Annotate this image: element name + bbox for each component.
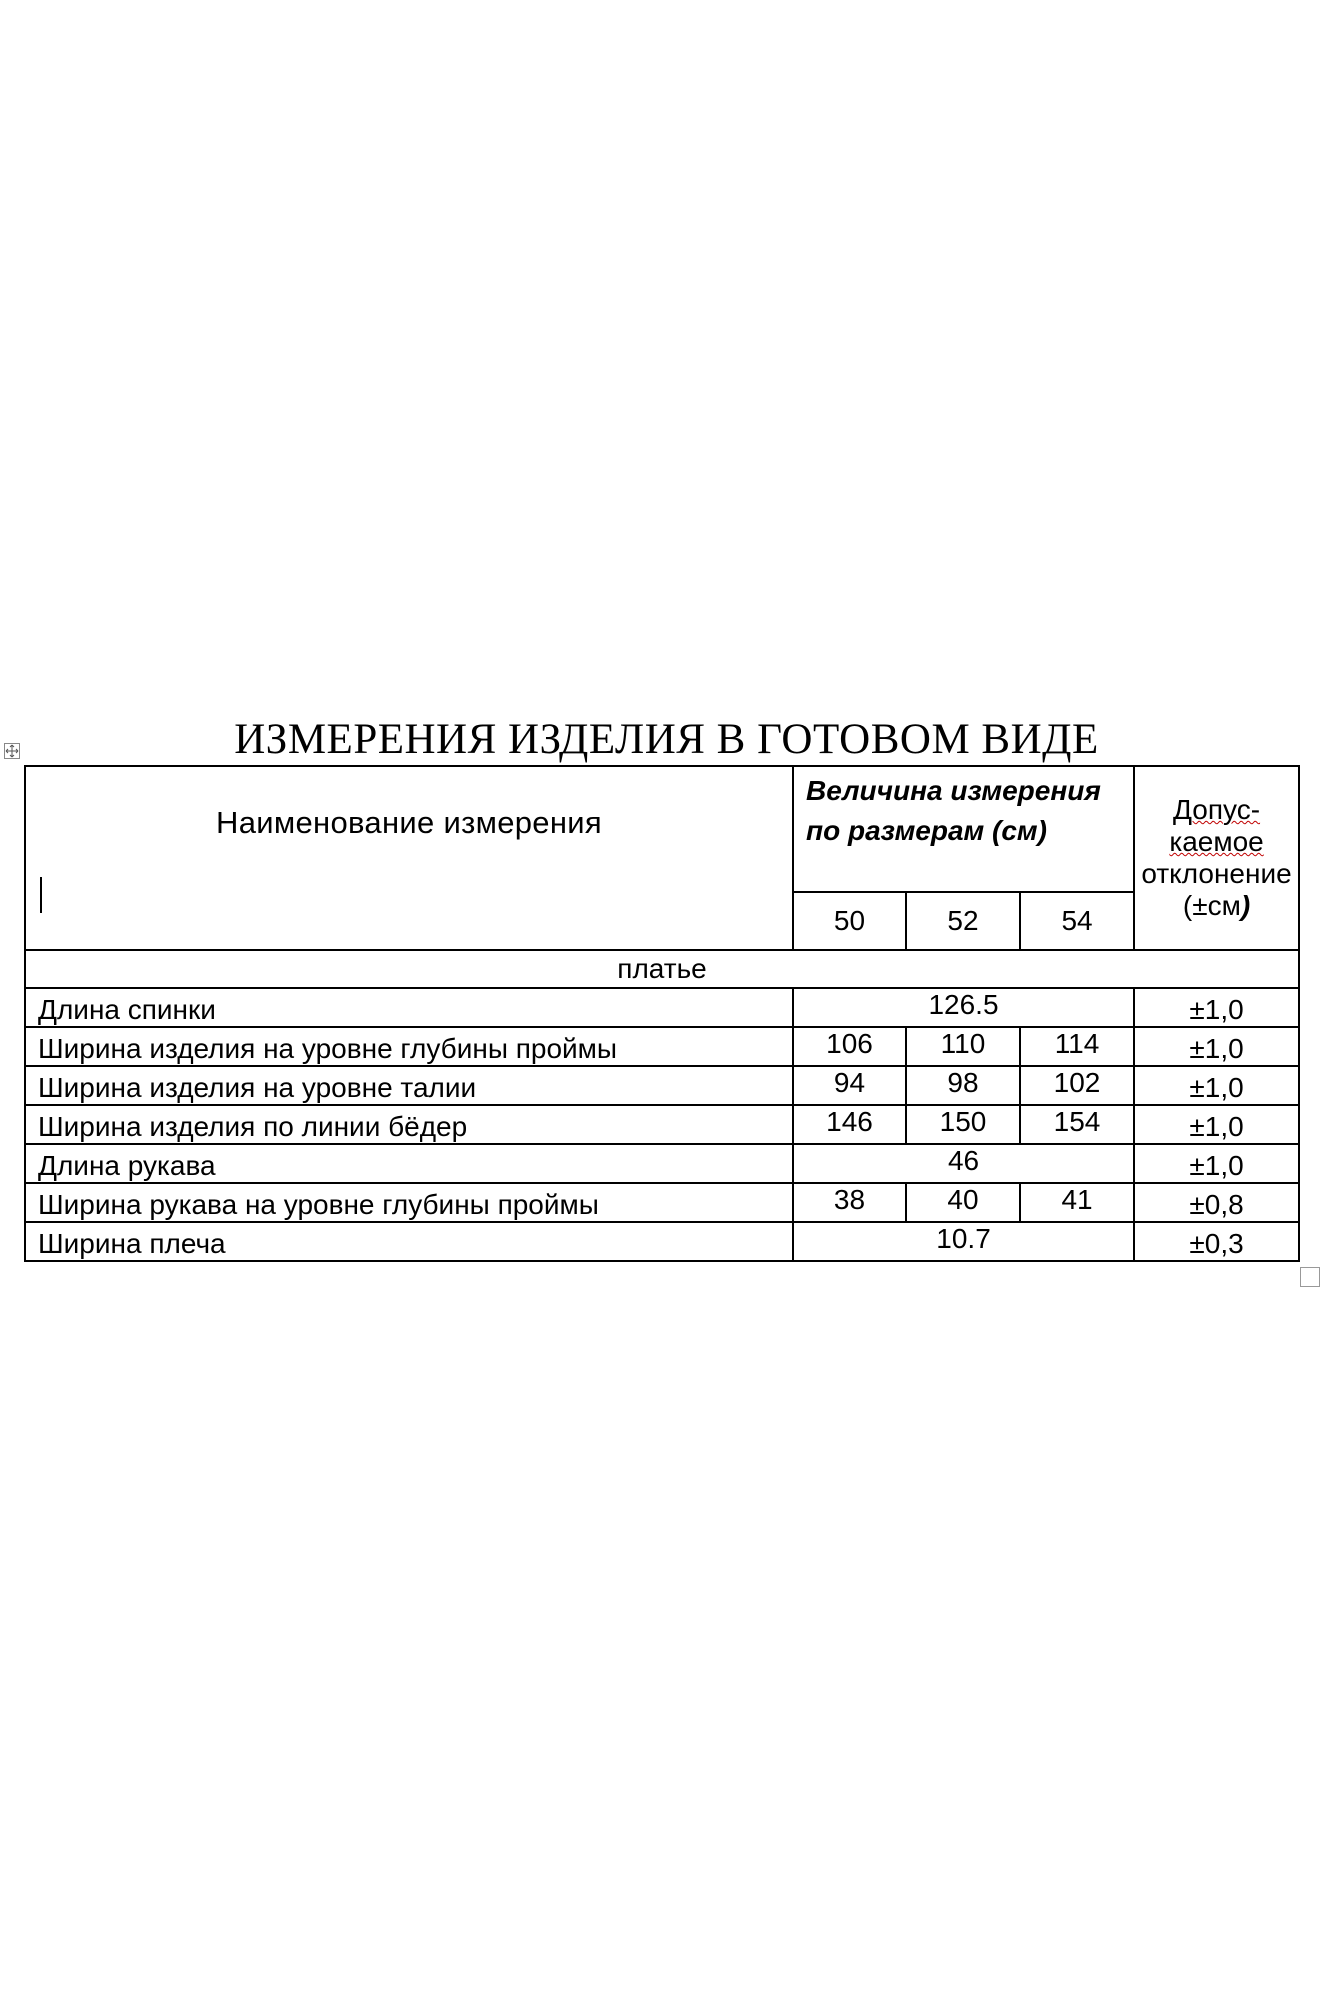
row-tolerance: ±0,8 — [1134, 1183, 1299, 1222]
measurements-table — [24, 765, 1300, 1262]
row-name: Ширина изделия на уровне талии — [25, 1066, 793, 1105]
text-cursor — [40, 877, 42, 913]
header-name-cell[interactable] — [25, 766, 793, 950]
row-value: 114 — [1020, 1027, 1134, 1066]
tolerance-line1: Допус- — [1173, 794, 1261, 825]
tolerance-line2: каемое — [1169, 826, 1264, 857]
table-row — [25, 1144, 1299, 1183]
row-value: 38 — [793, 1183, 906, 1222]
row-tolerance: ±1,0 — [1134, 1144, 1299, 1183]
row-value: 41 — [1020, 1183, 1134, 1222]
row-name: Длина спинки — [25, 988, 793, 1027]
section-row — [25, 950, 1299, 988]
table-row — [25, 1222, 1299, 1261]
row-merged-value: 46 — [793, 1144, 1134, 1183]
size-54: 54 — [1020, 892, 1134, 950]
row-tolerance: ±1,0 — [1134, 1105, 1299, 1144]
section-label: платье — [25, 950, 1299, 988]
row-name: Ширина плеча — [25, 1222, 793, 1261]
row-name: Длина рукава — [25, 1144, 793, 1183]
table-row — [25, 1027, 1299, 1066]
tolerance-line4-prefix: (±см — [1182, 890, 1241, 921]
table-row — [25, 1066, 1299, 1105]
row-name: Ширина изделия по линии бёдер — [25, 1105, 793, 1144]
header-row — [25, 766, 1299, 892]
tolerance-line4-suffix: ) — [1240, 890, 1251, 921]
row-tolerance: ±1,0 — [1134, 988, 1299, 1027]
row-value: 110 — [906, 1027, 1020, 1066]
row-value: 94 — [793, 1066, 906, 1105]
row-value: 106 — [793, 1027, 906, 1066]
row-tolerance: ±1,0 — [1134, 1066, 1299, 1105]
table-row — [25, 1183, 1299, 1222]
row-value: 154 — [1020, 1105, 1134, 1144]
row-value: 40 — [906, 1183, 1020, 1222]
document-title: ИЗМЕРЕНИЯ ИЗДЕЛИЯ В ГОТОВОМ ВИДЕ — [234, 716, 1099, 763]
header-tolerance — [1134, 766, 1299, 950]
row-merged-value: 10.7 — [793, 1222, 1134, 1261]
header-name-label: Наименование измерения — [216, 805, 602, 840]
row-merged-value: 126.5 — [793, 988, 1134, 1027]
row-value: 150 — [906, 1105, 1020, 1144]
row-tolerance: ±1,0 — [1134, 1027, 1299, 1066]
table-resize-handle[interactable] — [1300, 1267, 1320, 1287]
table-row — [25, 1105, 1299, 1144]
row-tolerance: ±0,3 — [1134, 1222, 1299, 1261]
row-name: Ширина изделия на уровне глубины проймы — [25, 1027, 793, 1066]
tolerance-line3: отклонение — [1141, 858, 1292, 889]
table-move-handle-icon[interactable] — [4, 743, 20, 759]
row-name: Ширина рукава на уровне глубины проймы — [25, 1183, 793, 1222]
table-row — [25, 988, 1299, 1027]
header-group-label: Величина измерения по размерам (см) — [793, 766, 1134, 892]
row-value: 102 — [1020, 1066, 1134, 1105]
size-52: 52 — [906, 892, 1020, 950]
row-value: 146 — [793, 1105, 906, 1144]
row-value: 98 — [906, 1066, 1020, 1105]
size-50: 50 — [793, 892, 906, 950]
